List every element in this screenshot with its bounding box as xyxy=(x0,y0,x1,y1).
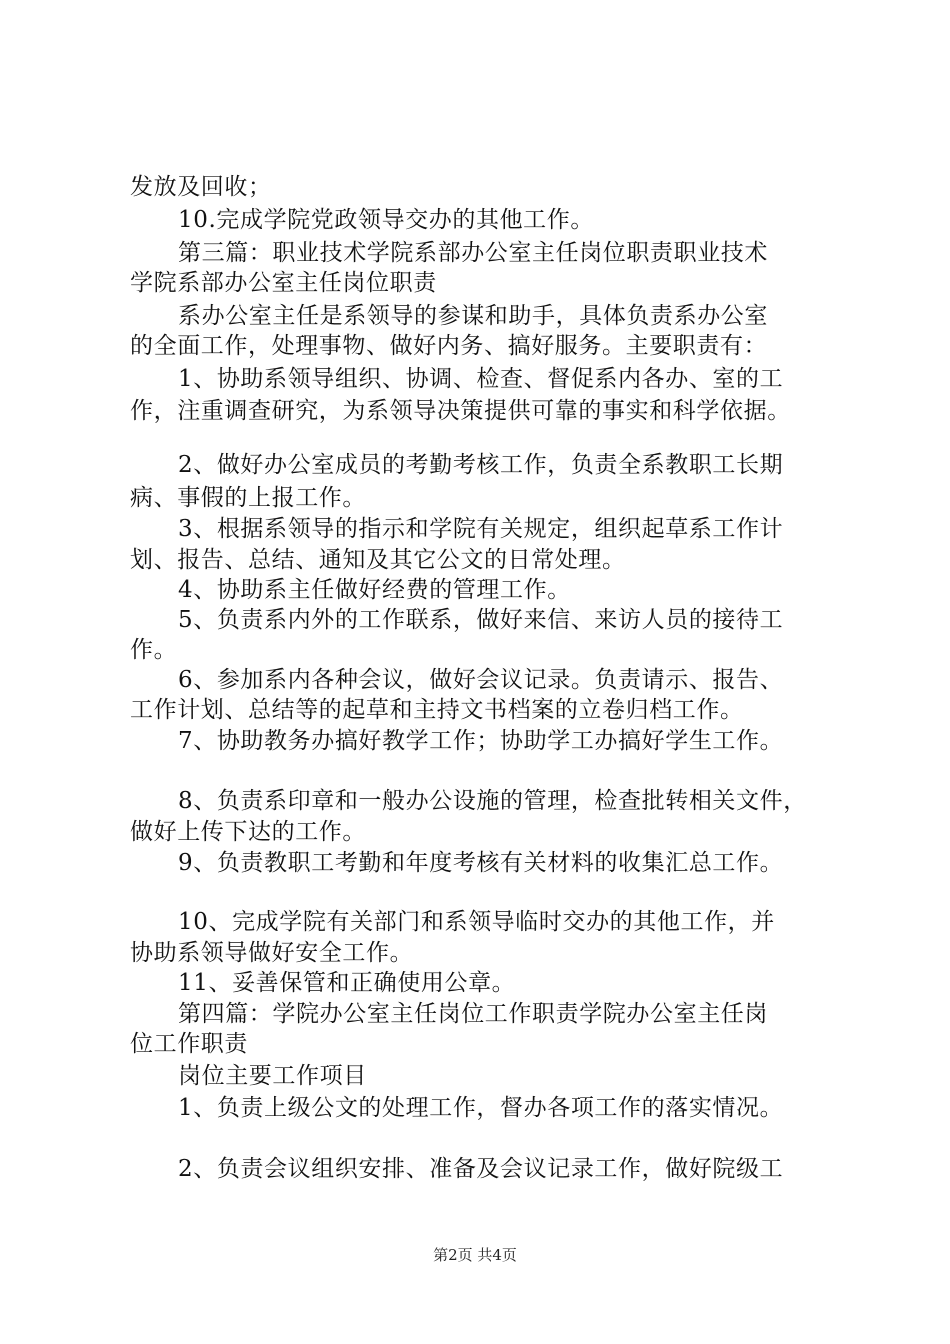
text-line: 岗位主要工作项目 xyxy=(178,1063,367,1089)
text-line: 6、参加系内各种会议，做好会议记录。负责请示、报告、 xyxy=(178,667,784,693)
text-line: 9、负责教职工考勤和年度考核有关材料的收集汇总工作。 xyxy=(178,850,784,876)
text-line: 5、负责系内外的工作联系，做好来信、来访人员的接待工 xyxy=(178,607,784,633)
text-line: 系办公室主任是系领导的参谋和助手，具体负责系办公室 xyxy=(178,303,768,329)
text-line: 2、做好办公室成员的考勤考核工作，负责全系教职工长期 xyxy=(178,452,784,478)
text-line: 病、事假的上报工作。 xyxy=(130,485,366,511)
text-line: 作。 xyxy=(130,637,178,663)
text-line: 1、负责上级公文的处理工作，督办各项工作的落实情况。 xyxy=(178,1095,784,1121)
text-line: 8、负责系印章和一般办公设施的管理，检查批转相关文件， xyxy=(178,788,807,814)
text-line: 10、完成学院有关部门和系领导临时交办的其他工作，并 xyxy=(178,909,775,935)
text-line: 1、协助系领导组织、协调、检查、督促系内各办、室的工 xyxy=(178,366,784,392)
text-line: 4、协助系主任做好经费的管理工作。 xyxy=(178,577,571,603)
section-heading: 第三篇：职业技术学院系部办公室主任岗位职责职业技术 xyxy=(178,240,768,266)
text-line: 划、报告、总结、通知及其它公文的日常处理。 xyxy=(130,547,626,573)
text-line: 发放及回收； xyxy=(130,174,272,200)
text-line: 的全面工作，处理事物、做好内务、搞好服务。主要职责有： xyxy=(130,333,768,359)
page-footer: 第2页 共4页 xyxy=(433,1246,517,1264)
text-line: 工作计划、总结等的起草和主持文书档案的立卷归档工作。 xyxy=(130,697,744,723)
text-line: 10.完成学院党政领导交办的其他工作。 xyxy=(178,207,594,233)
text-line: 协助系领导做好安全工作。 xyxy=(130,940,414,966)
text-line: 7、协助教务办搞好教学工作；协助学工办搞好学生工作。 xyxy=(178,728,784,754)
text-line: 3、根据系领导的指示和学院有关规定，组织起草系工作计 xyxy=(178,516,784,542)
text-line: 作，注重调查研究，为系领导决策提供可靠的事实和科学依据。 xyxy=(130,398,791,424)
section-heading: 位工作职责 xyxy=(130,1031,248,1057)
text-line: 2、负责会议组织安排、准备及会议记录工作，做好院级工 xyxy=(178,1156,784,1182)
text-line: 做好上传下达的工作。 xyxy=(130,819,366,845)
section-heading: 第四篇：学院办公室主任岗位工作职责学院办公室主任岗 xyxy=(178,1001,768,1027)
text-line: 11、妥善保管和正确使用公章。 xyxy=(178,970,516,996)
section-heading: 学院系部办公室主任岗位职责 xyxy=(130,270,437,296)
